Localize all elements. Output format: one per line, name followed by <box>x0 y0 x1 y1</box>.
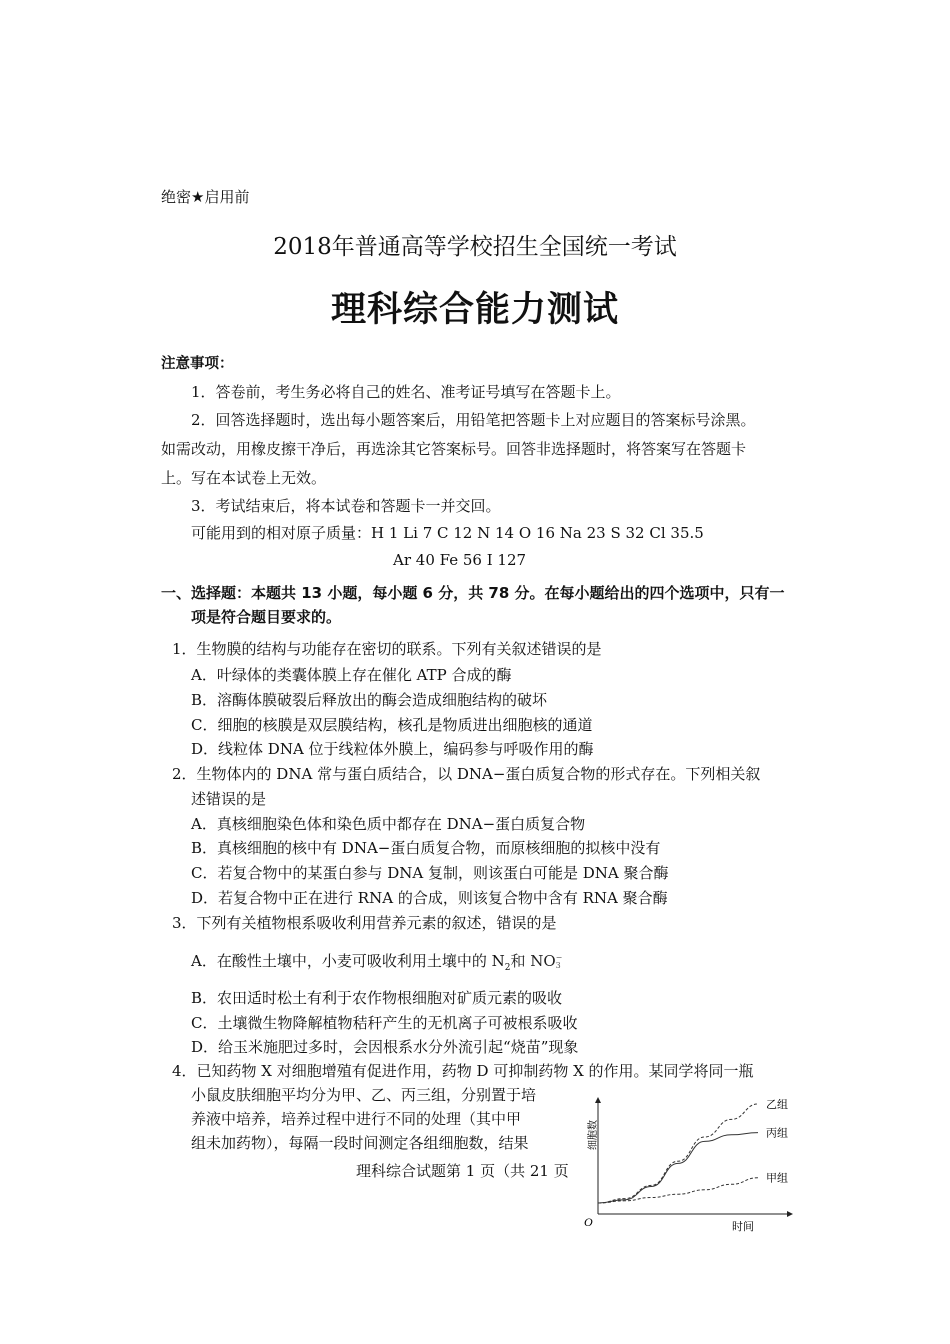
question-1-stem: 1．生物膜的结构与功能存在密切的联系。下列有关叙述错误的是 <box>172 640 602 658</box>
atomic-mass-line-1: 可能用到的相对原子质量：H 1 Li 7 C 12 N 14 O 16 Na 23 S 32 Cl 35.5 <box>191 524 704 542</box>
question-1-option-c: C．细胞的核膜是双层膜结构，核孔是物质进出细胞核的通道 <box>191 716 593 734</box>
exam-title: 2018年普通高等学校招生全国统一考试 <box>273 234 677 260</box>
section-heading-line-2: 项是符合题目要求的。 <box>191 608 342 626</box>
question-2-stem-line-1: 2．生物体内的 DNA 常与蛋白质结合，以 DNA−蛋白质复合物的形式存在。下列相关叙 <box>172 765 761 783</box>
y-axis-label: 细胞数 <box>588 1120 599 1150</box>
question-4-stem-line-3: 养液中培养，培养过程中进行不同的处理（其中甲 <box>191 1110 522 1128</box>
page-footer: 理科综合试题第 1 页（共 21 页 <box>356 1162 569 1180</box>
question-2-option-c: C．若复合物中的某蛋白参与 DNA 复制，则该蛋白可能是 DNA 聚合酶 <box>191 864 669 882</box>
series-label-0: 乙组 <box>766 1098 788 1111</box>
section-heading-line-1: 一、选择题：本题共 13 小题，每小题 6 分，共 78 分。在每小题给出的四个选项中，只有一 <box>161 584 785 602</box>
question-3-option-b: B．农田适时松土有利于农作物根细胞对矿质元素的吸收 <box>191 989 563 1007</box>
notice-item-1: 1．答卷前，考生务必将自己的姓名、准考证号填写在答题卡上。 <box>191 383 621 401</box>
series-line-2 <box>598 1178 758 1203</box>
question-2-option-d: D．若复合物中正在进行 RNA 的合成，则该复合物中含有 RNA 聚合酶 <box>191 889 668 907</box>
question-4-stem-line-1: 4．已知药物 X 对细胞增殖有促进作用，药物 D 可抑制药物 X 的作用。某同学将同一瓶 <box>172 1062 754 1080</box>
question-3-option-d: D．给玉米施肥过多时，会因根系水分外流引起“烧苗”现象 <box>191 1038 579 1056</box>
notice-item-2-line-3: 上。写在本试卷上无效。 <box>161 469 327 487</box>
paper-title: 理科综合能力测试 <box>330 290 619 330</box>
question-4-stem-line-2: 小鼠皮肤细胞平均分为甲、乙、丙三组，分别置于培 <box>191 1086 537 1104</box>
question-2-option-b: B．真核细胞的核中有 DNA−蛋白质复合物，而原核细胞的拟核中没有 <box>191 839 661 857</box>
question-1-option-b: B．溶酶体膜破裂后释放出的酶会造成细胞结构的破坏 <box>191 691 548 709</box>
notice-item-3: 3．考试结束后，将本试卷和答题卡一并交回。 <box>191 497 501 515</box>
question-1-option-a: A．叶绿体的类囊体膜上存在催化 ATP 合成的酶 <box>191 666 512 684</box>
question-1-option-d: D．线粒体 DNA 位于线粒体外膜上，编码参与呼吸作用的酶 <box>191 740 594 758</box>
question-3-option-a: A．在酸性土壤中，小麦可吸收利用土壤中的 $N_2$和 NO − 3 <box>191 952 563 973</box>
cell-count-chart <box>580 1090 800 1240</box>
origin-label: O <box>584 1215 593 1229</box>
question-3-option-c: C．土壤微生物降解植物秸秆产生的无机离子可被根系吸收 <box>191 1014 578 1032</box>
series-line-0 <box>598 1104 758 1203</box>
x-axis-label: 时间 <box>732 1220 754 1233</box>
series-label-2: 甲组 <box>766 1171 788 1185</box>
series-line-1 <box>598 1133 758 1203</box>
question-2-stem-line-2: 述错误的是 <box>191 790 267 808</box>
question-4-stem-line-4: 组未加药物），每隔一段时间测定各组细胞数，结果 <box>191 1134 529 1152</box>
question-3-stem: 3．下列有关植物根系吸收利用营养元素的叙述，错误的是 <box>172 914 557 932</box>
question-2-option-a: A．真核细胞染色体和染色质中都存在 DNA−蛋白质复合物 <box>191 815 586 833</box>
series-label-1: 丙组 <box>766 1126 788 1140</box>
confidential-label: 绝密★启用前 <box>161 188 250 206</box>
notice-item-2-line-1: 2．回答选择题时，选出每小题答案后，用铅笔把答题卡上对应题目的答案标号涂黑。 <box>191 411 756 429</box>
notice-heading: 注意事项： <box>161 356 234 372</box>
atomic-mass-line-2: Ar 40 Fe 56 I 127 <box>393 551 527 569</box>
notice-item-2-line-2: 如需改动，用橡皮擦干净后，再选涂其它答案标号。回答非选择题时，将答案写在答题卡 <box>161 440 747 458</box>
